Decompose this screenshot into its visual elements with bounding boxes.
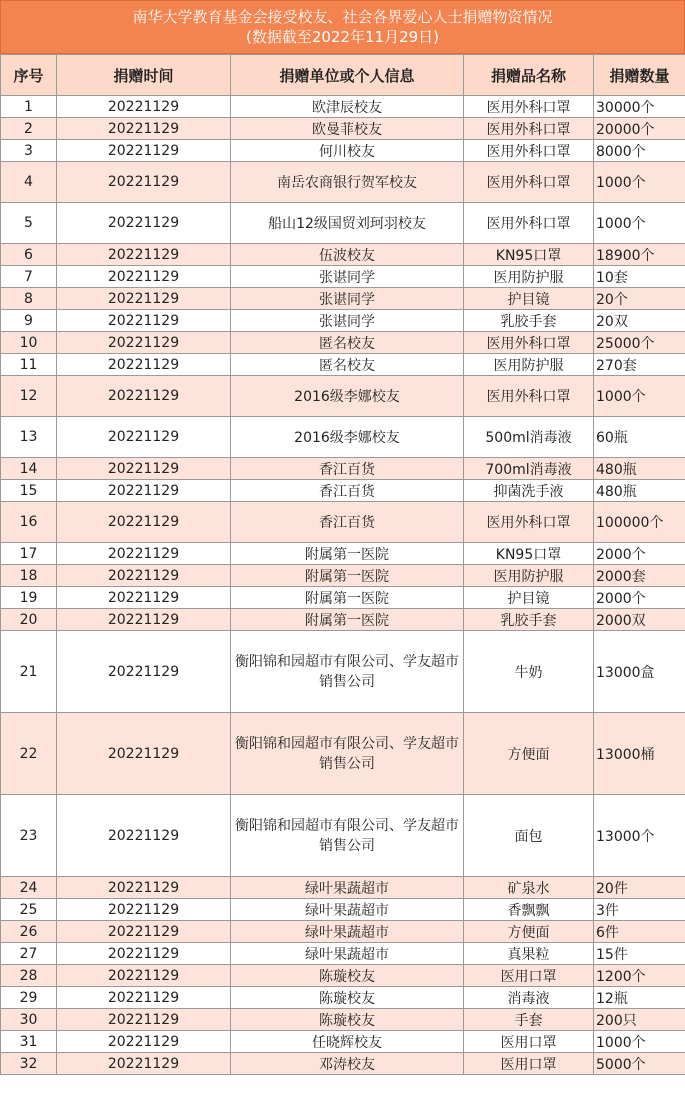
- cell-date: 20221129: [57, 417, 231, 458]
- cell-quantity: 18900个: [594, 244, 685, 266]
- cell-date: 20221129: [57, 631, 231, 713]
- cell-donor: 附属第一医院: [231, 587, 464, 609]
- table-row: [1, 1009, 685, 1031]
- cell-quantity: 100000个: [594, 502, 685, 543]
- cell-donor: 附属第一医院: [231, 543, 464, 565]
- cell-item: 乳胶手套: [464, 609, 594, 631]
- cell-item: KN95口罩: [464, 543, 594, 565]
- cell-donor: 附属第一医院: [231, 609, 464, 631]
- table-row: [1, 96, 685, 118]
- table-row: [1, 354, 685, 376]
- cell-quantity: 15件: [594, 943, 685, 965]
- cell-date: 20221129: [57, 713, 231, 795]
- cell-donor: 何川校友: [231, 140, 464, 162]
- cell-donor: 张谌同学: [231, 266, 464, 288]
- donation-table: [0, 54, 685, 1075]
- cell-item: 医用口罩: [464, 965, 594, 987]
- cell-donor: 邓涛校友: [231, 1053, 464, 1075]
- cell-index: 14: [1, 458, 57, 480]
- cell-date: 20221129: [57, 244, 231, 266]
- table-row: [1, 877, 685, 899]
- cell-index: 7: [1, 266, 57, 288]
- cell-donor: 衡阳锦和园超市有限公司、学友超市销售公司: [231, 631, 464, 713]
- table-row: [1, 118, 685, 140]
- cell-index: 22: [1, 713, 57, 795]
- cell-item: 方便面: [464, 921, 594, 943]
- cell-index: 18: [1, 565, 57, 587]
- table-row: [1, 987, 685, 1009]
- cell-date: 20221129: [57, 288, 231, 310]
- table-row: [1, 162, 685, 203]
- cell-donor: 衡阳锦和园超市有限公司、学友超市销售公司: [231, 795, 464, 877]
- cell-donor: 香江百货: [231, 480, 464, 502]
- cell-quantity: 270套: [594, 354, 685, 376]
- cell-quantity: 3件: [594, 899, 685, 921]
- cell-quantity: 2000个: [594, 587, 685, 609]
- table-row: [1, 288, 685, 310]
- cell-date: 20221129: [57, 332, 231, 354]
- cell-donor: 陈璇校友: [231, 965, 464, 987]
- cell-donor: 香江百货: [231, 502, 464, 543]
- cell-index: 13: [1, 417, 57, 458]
- cell-item: 方便面: [464, 713, 594, 795]
- cell-item: 香飘飘: [464, 899, 594, 921]
- cell-donor: 2016级李娜校友: [231, 417, 464, 458]
- cell-item: 医用外科口罩: [464, 162, 594, 203]
- title-line-2: (数据截至2022年11月29日): [245, 28, 440, 46]
- cell-date: 20221129: [57, 310, 231, 332]
- cell-donor: 绿叶果蔬超市: [231, 943, 464, 965]
- cell-date: 20221129: [57, 502, 231, 543]
- cell-quantity: 1000个: [594, 376, 685, 417]
- cell-item: 抑菌洗手液: [464, 480, 594, 502]
- cell-date: 20221129: [57, 899, 231, 921]
- cell-item: 医用外科口罩: [464, 203, 594, 244]
- cell-index: 23: [1, 795, 57, 877]
- cell-index: 8: [1, 288, 57, 310]
- cell-quantity: 13000桶: [594, 713, 685, 795]
- cell-quantity: 1000个: [594, 1031, 685, 1053]
- cell-item: 700ml消毒液: [464, 458, 594, 480]
- table-row: [1, 1053, 685, 1075]
- cell-item: KN95口罩: [464, 244, 594, 266]
- cell-quantity: 30000个: [594, 96, 685, 118]
- cell-quantity: 20000个: [594, 118, 685, 140]
- cell-donor: 船山12级国贸刘珂羽校友: [231, 203, 464, 244]
- cell-index: 1: [1, 96, 57, 118]
- table-title: [0, 0, 685, 54]
- table-row: [1, 310, 685, 332]
- table-row: [1, 943, 685, 965]
- cell-quantity: 8000个: [594, 140, 685, 162]
- table-row: [1, 609, 685, 631]
- cell-date: 20221129: [57, 987, 231, 1009]
- cell-date: 20221129: [57, 354, 231, 376]
- cell-quantity: 60瓶: [594, 417, 685, 458]
- cell-donor: 陈璇校友: [231, 987, 464, 1009]
- table-row: [1, 965, 685, 987]
- cell-index: 29: [1, 987, 57, 1009]
- cell-donor: 附属第一医院: [231, 565, 464, 587]
- cell-date: 20221129: [57, 543, 231, 565]
- cell-donor: 张谌同学: [231, 310, 464, 332]
- cell-item: 医用口罩: [464, 1053, 594, 1075]
- cell-quantity: 200只: [594, 1009, 685, 1031]
- cell-item: 护目镜: [464, 288, 594, 310]
- cell-index: 15: [1, 480, 57, 502]
- table-row: [1, 565, 685, 587]
- table-row: [1, 587, 685, 609]
- cell-item: 医用外科口罩: [464, 140, 594, 162]
- table-row: [1, 795, 685, 877]
- cell-quantity: 20双: [594, 310, 685, 332]
- cell-item: 医用外科口罩: [464, 376, 594, 417]
- header-date: 捐赠时间: [57, 55, 231, 96]
- cell-item: 真果粒: [464, 943, 594, 965]
- cell-index: 19: [1, 587, 57, 609]
- cell-quantity: 480瓶: [594, 458, 685, 480]
- cell-donor: 陈璇校友: [231, 1009, 464, 1031]
- cell-index: 5: [1, 203, 57, 244]
- cell-index: 25: [1, 899, 57, 921]
- cell-date: 20221129: [57, 118, 231, 140]
- cell-date: 20221129: [57, 921, 231, 943]
- cell-index: 32: [1, 1053, 57, 1075]
- cell-item: 护目镜: [464, 587, 594, 609]
- cell-donor: 绿叶果蔬超市: [231, 899, 464, 921]
- cell-quantity: 480瓶: [594, 480, 685, 502]
- cell-item: 牛奶: [464, 631, 594, 713]
- table-row: [1, 631, 685, 713]
- cell-item: 医用防护服: [464, 354, 594, 376]
- cell-quantity: 12瓶: [594, 987, 685, 1009]
- table-row: [1, 266, 685, 288]
- cell-donor: 香江百货: [231, 458, 464, 480]
- cell-item: 医用外科口罩: [464, 96, 594, 118]
- cell-quantity: 5000个: [594, 1053, 685, 1075]
- cell-date: 20221129: [57, 609, 231, 631]
- cell-quantity: 20件: [594, 877, 685, 899]
- cell-item: 医用防护服: [464, 266, 594, 288]
- cell-date: 20221129: [57, 458, 231, 480]
- cell-quantity: 6件: [594, 921, 685, 943]
- cell-donor: 绿叶果蔬超市: [231, 921, 464, 943]
- table-row: [1, 458, 685, 480]
- cell-quantity: 2000个: [594, 543, 685, 565]
- table-row: [1, 480, 685, 502]
- cell-item: 乳胶手套: [464, 310, 594, 332]
- cell-index: 21: [1, 631, 57, 713]
- table-row: [1, 713, 685, 795]
- cell-quantity: 1200个: [594, 965, 685, 987]
- table-row: [1, 502, 685, 543]
- cell-quantity: 1000个: [594, 203, 685, 244]
- cell-quantity: 13000个: [594, 795, 685, 877]
- cell-date: 20221129: [57, 480, 231, 502]
- table-row: [1, 332, 685, 354]
- header-index: 序号: [1, 55, 57, 96]
- cell-donor: 绿叶果蔬超市: [231, 877, 464, 899]
- cell-donor: 匿名校友: [231, 332, 464, 354]
- cell-item: 矿泉水: [464, 877, 594, 899]
- cell-item: 医用口罩: [464, 1031, 594, 1053]
- cell-quantity: 25000个: [594, 332, 685, 354]
- cell-quantity: 2000双: [594, 609, 685, 631]
- cell-date: 20221129: [57, 376, 231, 417]
- cell-date: 20221129: [57, 1009, 231, 1031]
- cell-donor: 任晓辉校友: [231, 1031, 464, 1053]
- cell-index: 27: [1, 943, 57, 965]
- header-quantity: 捐赠数量: [594, 55, 685, 96]
- table-row: [1, 244, 685, 266]
- table-row: [1, 899, 685, 921]
- header-item: 捐赠品名称: [464, 55, 594, 96]
- cell-index: 10: [1, 332, 57, 354]
- table-row: [1, 543, 685, 565]
- cell-donor: 匿名校友: [231, 354, 464, 376]
- cell-date: 20221129: [57, 587, 231, 609]
- cell-donor: 衡阳锦和园超市有限公司、学友超市销售公司: [231, 713, 464, 795]
- cell-item: 面包: [464, 795, 594, 877]
- cell-date: 20221129: [57, 162, 231, 203]
- table-row: [1, 140, 685, 162]
- cell-item: 医用外科口罩: [464, 118, 594, 140]
- cell-date: 20221129: [57, 877, 231, 899]
- cell-date: 20221129: [57, 1031, 231, 1053]
- cell-item: 医用外科口罩: [464, 332, 594, 354]
- table-row: [1, 376, 685, 417]
- cell-donor: 欧津辰校友: [231, 96, 464, 118]
- table-row: [1, 203, 685, 244]
- cell-date: 20221129: [57, 266, 231, 288]
- cell-index: 3: [1, 140, 57, 162]
- cell-index: 6: [1, 244, 57, 266]
- cell-item: 手套: [464, 1009, 594, 1031]
- cell-date: 20221129: [57, 943, 231, 965]
- table-row: [1, 417, 685, 458]
- cell-index: 16: [1, 502, 57, 543]
- cell-donor: 张谌同学: [231, 288, 464, 310]
- cell-index: 11: [1, 354, 57, 376]
- table-body: [1, 96, 685, 1075]
- table-row: [1, 1031, 685, 1053]
- cell-quantity: 10套: [594, 266, 685, 288]
- cell-date: 20221129: [57, 140, 231, 162]
- cell-donor: 伍波校友: [231, 244, 464, 266]
- cell-date: 20221129: [57, 965, 231, 987]
- cell-item: 医用外科口罩: [464, 502, 594, 543]
- cell-index: 2: [1, 118, 57, 140]
- header-row: [1, 55, 685, 96]
- title-line-1: 南华大学教育基金会接受校友、社会各界爱心人士捐赠物资情况: [132, 8, 553, 26]
- cell-date: 20221129: [57, 565, 231, 587]
- cell-date: 20221129: [57, 96, 231, 118]
- cell-date: 20221129: [57, 1053, 231, 1075]
- cell-date: 20221129: [57, 795, 231, 877]
- cell-donor: 2016级李娜校友: [231, 376, 464, 417]
- cell-index: 4: [1, 162, 57, 203]
- cell-index: 9: [1, 310, 57, 332]
- header-donor: 捐赠单位或个人信息: [231, 55, 464, 96]
- cell-date: 20221129: [57, 203, 231, 244]
- cell-quantity: 2000套: [594, 565, 685, 587]
- cell-index: 12: [1, 376, 57, 417]
- cell-quantity: 1000个: [594, 162, 685, 203]
- table-row: [1, 921, 685, 943]
- cell-quantity: 20个: [594, 288, 685, 310]
- cell-index: 24: [1, 877, 57, 899]
- cell-index: 28: [1, 965, 57, 987]
- cell-donor: 欧曼菲校友: [231, 118, 464, 140]
- cell-index: 30: [1, 1009, 57, 1031]
- cell-item: 消毒液: [464, 987, 594, 1009]
- cell-item: 500ml消毒液: [464, 417, 594, 458]
- cell-quantity: 13000盒: [594, 631, 685, 713]
- cell-donor: 南岳农商银行贺军校友: [231, 162, 464, 203]
- cell-index: 26: [1, 921, 57, 943]
- cell-index: 17: [1, 543, 57, 565]
- cell-item: 医用防护服: [464, 565, 594, 587]
- cell-index: 31: [1, 1031, 57, 1053]
- cell-index: 20: [1, 609, 57, 631]
